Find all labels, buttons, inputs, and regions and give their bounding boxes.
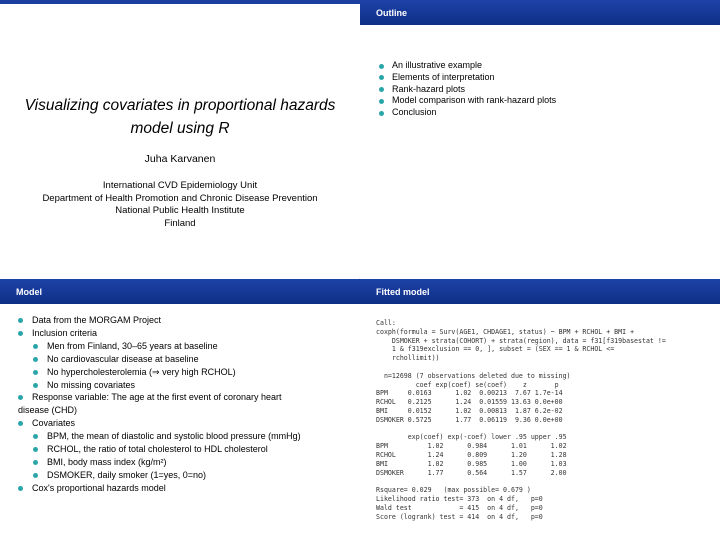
model-list-item-label: Response variable: The age at the first event of coronary heart	[32, 392, 282, 403]
r-output-line	[376, 363, 666, 372]
model-list-item	[18, 379, 301, 392]
r-output-line: BPM 1.02 0.984 1.01 1.02	[376, 442, 567, 451]
r-output-line: Score (logrank) test = 414 on 4 df, p=0	[376, 512, 543, 521]
affiliation-line: International CVD Epidemiology Unit	[102, 180, 258, 191]
r-output-line	[376, 425, 666, 434]
author-name: Juha Karvanen	[144, 153, 216, 165]
bullet-icon	[33, 370, 38, 375]
model-list-item	[18, 469, 301, 482]
model-list-item	[18, 443, 301, 456]
model-list-item-label: BMI, body mass index (kg/m²)	[47, 456, 167, 467]
bullet-icon	[18, 421, 23, 426]
model-list-item-label: No missing covariates	[47, 379, 136, 390]
title-slide-bar	[0, 0, 360, 4]
model-list-item	[18, 353, 301, 366]
r-output-line: DSMOKER + strata(COHORT) + strata(region), data = f31[f319basestat !=	[376, 336, 666, 345]
outline-list	[376, 60, 556, 119]
fitted-model-slide	[360, 279, 720, 557]
model-list-item-label: disease (CHD)	[18, 405, 78, 416]
outline-heading: Outline	[376, 8, 407, 18]
model-list-item-label: Inclusion criteria	[32, 327, 98, 338]
bullet-icon	[379, 87, 384, 92]
outline-item-label: Elements of interpretation	[392, 71, 495, 82]
bullet-icon	[379, 99, 384, 104]
r-output-line: exp(coef) exp(-coef) lower .95 upper .95	[376, 433, 567, 442]
model-list-item-label: No cardiovascular disease at baseline	[47, 353, 199, 364]
bullet-icon	[33, 357, 38, 362]
outline-item	[376, 107, 556, 119]
bullet-icon	[18, 318, 23, 323]
model-list-item-label: Men from Finland, 30–65 years at baseline	[47, 340, 218, 351]
r-output-line: BMI 1.02 0.985 1.00 1.03	[376, 459, 567, 468]
r-output-line: DSMOKER 0.5725 1.77 0.06119 9.36 0.0e+00	[376, 415, 563, 424]
r-output-line: DSMOKER 1.77 0.564 1.57 2.00	[376, 468, 567, 477]
bullet-icon	[33, 460, 38, 465]
bullet-icon	[379, 111, 384, 116]
bullet-icon	[33, 383, 38, 388]
model-list-item-label: DSMOKER, daily smoker (1=yes, 0=no)	[47, 469, 207, 480]
fitted-heading: Fitted model	[376, 287, 430, 297]
bullet-icon	[18, 331, 23, 336]
r-output-line: Wald test = 415 on 4 df, p=0	[376, 503, 543, 512]
model-list-item	[18, 482, 301, 495]
r-output-line: Call:	[376, 319, 396, 327]
r-output-line: coxph(formula = Surv(AGE1, CHDAGE1, status) ~ BPM + RCHOL + BMI +	[376, 327, 635, 336]
r-output-line: Rsquare= 0.029 (max possible= 0.679 )	[376, 486, 531, 495]
model-slide	[0, 279, 360, 557]
model-list-item-label: Data from the MORGAM Project	[32, 315, 162, 325]
r-output-line: rchollimit))	[376, 354, 440, 363]
model-list-item-label: BPM, the mean of diastolic and systolic blood pressure (mmHg)	[47, 431, 301, 442]
outline-slide	[360, 0, 720, 278]
bullet-icon	[33, 344, 38, 349]
bullet-icon	[379, 75, 384, 80]
model-heading: Model	[16, 287, 42, 297]
presentation-title-line2: model using R	[130, 120, 230, 137]
bullet-icon	[379, 64, 384, 69]
outline-item-label: Conclusion	[392, 107, 437, 118]
bullet-icon	[18, 486, 23, 491]
r-output-line: 1 & f319exclusion == 0, ], subset = (SEX == 1 & RCHOL <=	[376, 345, 615, 354]
outline-item-label: Model comparison with rank-hazard plots	[392, 95, 557, 106]
r-output-line: n=12698 (7 observations deleted due to missing)	[376, 371, 571, 380]
outline-item	[376, 95, 556, 107]
model-list-item	[18, 314, 301, 327]
r-output-line: RCHOL 0.2125 1.24 0.01559 13.63 0.0e+00	[376, 398, 563, 407]
model-list-item-label: Cox's proportional hazards model	[32, 482, 166, 493]
outline-item	[376, 72, 556, 84]
model-list-item	[18, 456, 301, 469]
model-list-item	[18, 366, 301, 379]
affiliation-line: National Public Health Institute	[115, 205, 245, 216]
model-list-item-label: Covariates	[32, 418, 76, 429]
presentation-title-line1: Visualizing covariates in proportional hazards	[24, 97, 336, 114]
outline-item	[376, 60, 556, 72]
bullet-icon	[33, 473, 38, 478]
fitted-header-bar	[360, 279, 720, 304]
affiliation-line: Department of Health Promotion and Chronic Disease Prevention	[42, 192, 318, 204]
r-output-line: coef exp(coef) se(coef) z p	[376, 380, 559, 389]
title-slide	[0, 0, 360, 278]
model-list-item	[18, 327, 301, 340]
outline-header-bar	[360, 0, 720, 25]
r-output-line	[376, 477, 666, 486]
model-list-item-label: No hypercholesterolemia (⇒ very high RCHOL)	[47, 366, 236, 377]
bullet-icon	[33, 434, 38, 439]
model-list	[18, 314, 301, 495]
r-output-block	[376, 319, 666, 521]
r-output-line: RCHOL 1.24 0.809 1.20 1.28	[376, 450, 567, 459]
bullet-icon	[18, 395, 23, 400]
outline-item	[376, 84, 556, 96]
model-list-item-label: RCHOL, the ratio of total cholesterol to HDL cholesterol	[47, 444, 268, 455]
model-header-bar	[0, 279, 360, 304]
outline-item-label: An illustrative example	[392, 60, 483, 70]
model-list-item	[18, 404, 301, 417]
r-output-line: BPM 0.0163 1.02 0.00213 7.67 1.7e-14	[376, 389, 563, 398]
model-list-item	[18, 430, 301, 443]
affiliation-line: Finland	[164, 217, 196, 229]
model-list-item	[18, 391, 301, 404]
outline-item-label: Rank-hazard plots	[392, 83, 466, 94]
r-output-line: BMI 0.0152 1.02 0.00813 1.87 6.2e-02	[376, 406, 563, 415]
model-list-item	[18, 417, 301, 430]
model-list-item	[18, 340, 301, 353]
bullet-icon	[33, 447, 38, 452]
r-output-line: Likelihood ratio test= 373 on 4 df, p=0	[376, 494, 543, 503]
